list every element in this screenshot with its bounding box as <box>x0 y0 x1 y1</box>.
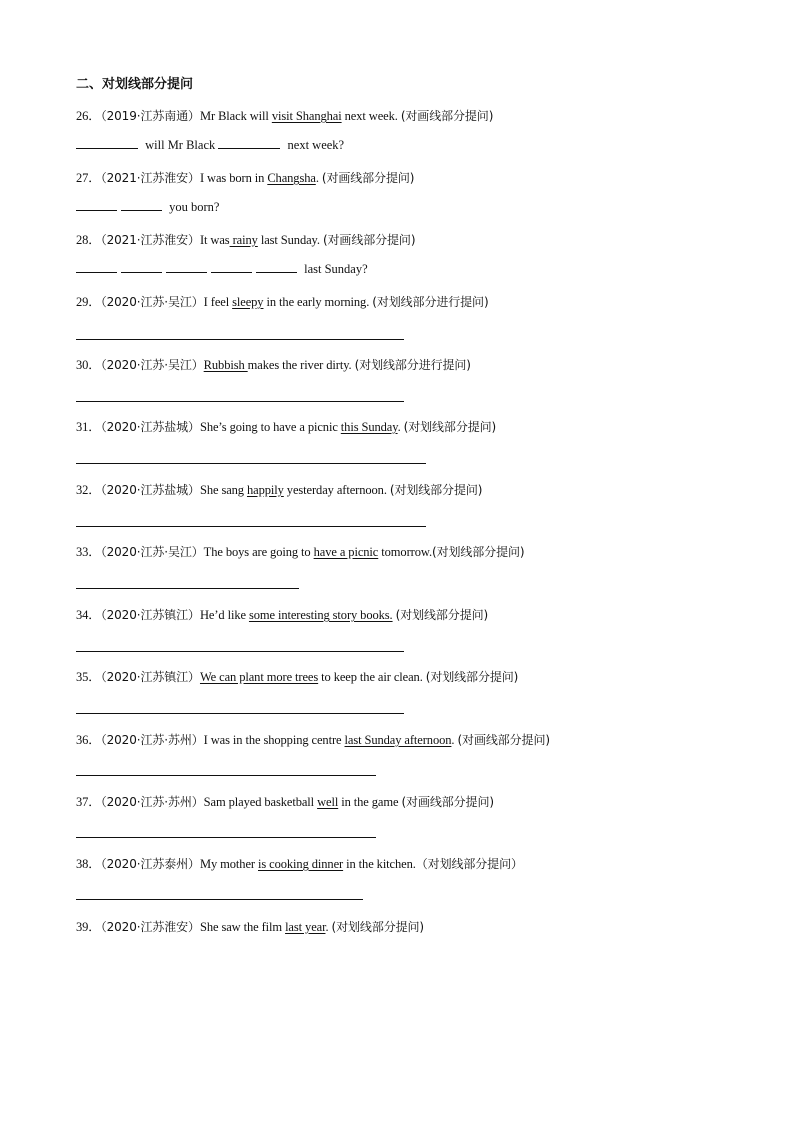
answer-blank[interactable] <box>256 261 297 273</box>
question-source: （2021·江苏淮安） <box>100 233 200 247</box>
answer-line-26: will Mr Black next week? <box>76 137 344 153</box>
question-source: （2020·江苏·吴江） <box>100 295 204 309</box>
question-source: （2020·江苏盐城） <box>100 420 200 434</box>
question-number: 27． <box>76 171 101 185</box>
underlined-part: rainy <box>229 233 258 247</box>
question-source: （2019·江苏南通） <box>100 109 200 123</box>
question-source: （2020·江苏·吴江） <box>100 545 204 559</box>
question-number: 39． <box>76 920 101 934</box>
answer-line-29[interactable] <box>76 339 404 340</box>
instruction: (对划线部分提问) <box>331 920 424 934</box>
question-29: 29．（2020·江苏·吴江）I feel sleepy in the early morning. (对划线部分进行提问) <box>76 295 489 309</box>
instruction: (对划线部分进行提问) <box>372 295 489 309</box>
instruction: (对画线部分提问) <box>322 233 416 247</box>
question-36: 36．（2020·江苏·苏州）I was in the shopping centre last Sunday afternoon. (对画线部分提问) <box>76 733 550 747</box>
answer-blank[interactable] <box>166 261 207 273</box>
question-number: 32． <box>76 483 101 497</box>
answer-line-35[interactable] <box>76 713 404 714</box>
section-heading: 二、对划线部分提问 <box>76 77 194 92</box>
question-source: （2021·江苏淮安） <box>100 171 200 185</box>
answer-blank[interactable] <box>76 261 117 273</box>
question-37: 37．（2020·江苏·苏州）Sam played basketball well in the game (对画线部分提问) <box>76 795 494 809</box>
underlined-part: sleepy <box>232 295 264 309</box>
instruction: (对划线部分提问) <box>403 420 497 434</box>
question-33: 33．（2020·江苏·吴江）The boys are going to have a picnic tomorrow.(对划线部分提问) <box>76 545 525 559</box>
instruction: (对划线部分进行提问) <box>354 358 471 372</box>
question-number: 30． <box>76 358 101 372</box>
question-number: 29． <box>76 295 101 309</box>
underlined-part: is cooking dinner <box>258 857 344 871</box>
question-28: 28．（2021·江苏淮安）It was rainy last Sunday. (对画线部分提问) <box>76 233 416 247</box>
underlined-part: last Sunday afternoon <box>344 733 452 747</box>
instruction: (对画线部分提问) <box>321 171 415 185</box>
question-number: 35． <box>76 670 101 684</box>
instruction: (对画线部分提问) <box>400 109 494 123</box>
question-number: 31． <box>76 420 101 434</box>
answer-line-32[interactable] <box>76 526 426 527</box>
question-source: （2020·江苏·苏州） <box>100 733 204 747</box>
question-35: 35．（2020·江苏镇江）We can plant more trees to keep the air clean. (对划线部分提问) <box>76 670 519 684</box>
question-number: 26． <box>76 109 101 123</box>
question-26: 26．（2019·江苏南通）Mr Black will visit Shanghai next week. (对画线部分提问) <box>76 109 494 123</box>
answer-line-30[interactable] <box>76 401 404 402</box>
underlined-part: some interesting story books. <box>248 608 393 622</box>
question-source: （2020·江苏镇江） <box>100 670 200 684</box>
question-number: 38． <box>76 857 101 871</box>
instruction: (对画线部分提问) <box>401 795 494 809</box>
question-number: 33． <box>76 545 101 559</box>
question-27: 27．（2021·江苏淮安）I was born in Changsha. (对画线部分提问) <box>76 171 415 185</box>
answer-line-38[interactable] <box>76 899 363 900</box>
answer-blank[interactable] <box>121 199 162 211</box>
underlined-part: this Sunday <box>340 420 398 434</box>
underlined-part: visit Shanghai <box>271 109 342 123</box>
answer-line-37[interactable] <box>76 837 376 838</box>
question-31: 31．（2020·江苏盐城）She’s going to have a picnic this Sunday. (对划线部分提问) <box>76 420 497 434</box>
answer-line-28: last Sunday? <box>76 261 368 277</box>
underlined-part: have a picnic <box>313 545 379 559</box>
answer-blank[interactable] <box>211 261 252 273</box>
question-source: （2020·江苏淮安） <box>100 920 200 934</box>
answer-blank[interactable] <box>218 137 280 149</box>
question-number: 34． <box>76 608 101 622</box>
underlined-part: happily <box>246 483 284 497</box>
answer-blank[interactable] <box>121 261 162 273</box>
underlined-part: We can plant more trees <box>199 670 319 684</box>
answer-line-33[interactable] <box>76 588 299 589</box>
instruction: (对划线部分提问) <box>395 608 489 622</box>
question-34: 34．（2020·江苏镇江）He’d like some interesting story books. (对划线部分提问) <box>76 608 489 622</box>
question-number: 28． <box>76 233 101 247</box>
instruction: (对划线部分提问) <box>432 545 525 559</box>
question-30: 30．（2020·江苏·吴江）Rubbish makes the river dirty. (对划线部分进行提问) <box>76 358 471 372</box>
answer-line-31[interactable] <box>76 463 426 464</box>
question-39: 39．（2020·江苏淮安）She saw the film last year. (对划线部分提问) <box>76 920 424 934</box>
question-source: （2020·江苏·苏州） <box>100 795 204 809</box>
question-source: （2020·江苏镇江） <box>100 608 200 622</box>
question-number: 36． <box>76 733 101 747</box>
instruction: (对划线部分提问) <box>389 483 483 497</box>
instruction: (对划线部分提问) <box>425 670 519 684</box>
answer-blank[interactable] <box>76 137 138 149</box>
instruction: （对划线部分提问） <box>415 857 523 871</box>
question-number: 37． <box>76 795 101 809</box>
underlined-part: Rubbish <box>203 358 248 372</box>
answer-line-34[interactable] <box>76 651 404 652</box>
underlined-part: Changsha <box>267 171 316 185</box>
answer-line-36[interactable] <box>76 775 376 776</box>
answer-blank[interactable] <box>76 199 117 211</box>
answer-line-27: you born? <box>76 199 219 215</box>
underlined-part: well <box>317 795 339 809</box>
question-source: （2020·江苏盐城） <box>100 483 200 497</box>
question-32: 32．（2020·江苏盐城）She sang happily yesterday afternoon. (对划线部分提问) <box>76 483 483 497</box>
question-source: （2020·江苏泰州） <box>100 857 200 871</box>
underlined-part: last year <box>285 920 326 934</box>
question-source: （2020·江苏·吴江） <box>100 358 204 372</box>
instruction: (对画线部分提问) <box>457 733 550 747</box>
question-38: 38．（2020·江苏泰州）My mother is cooking dinner in the kitchen.（对划线部分提问） <box>76 857 523 871</box>
